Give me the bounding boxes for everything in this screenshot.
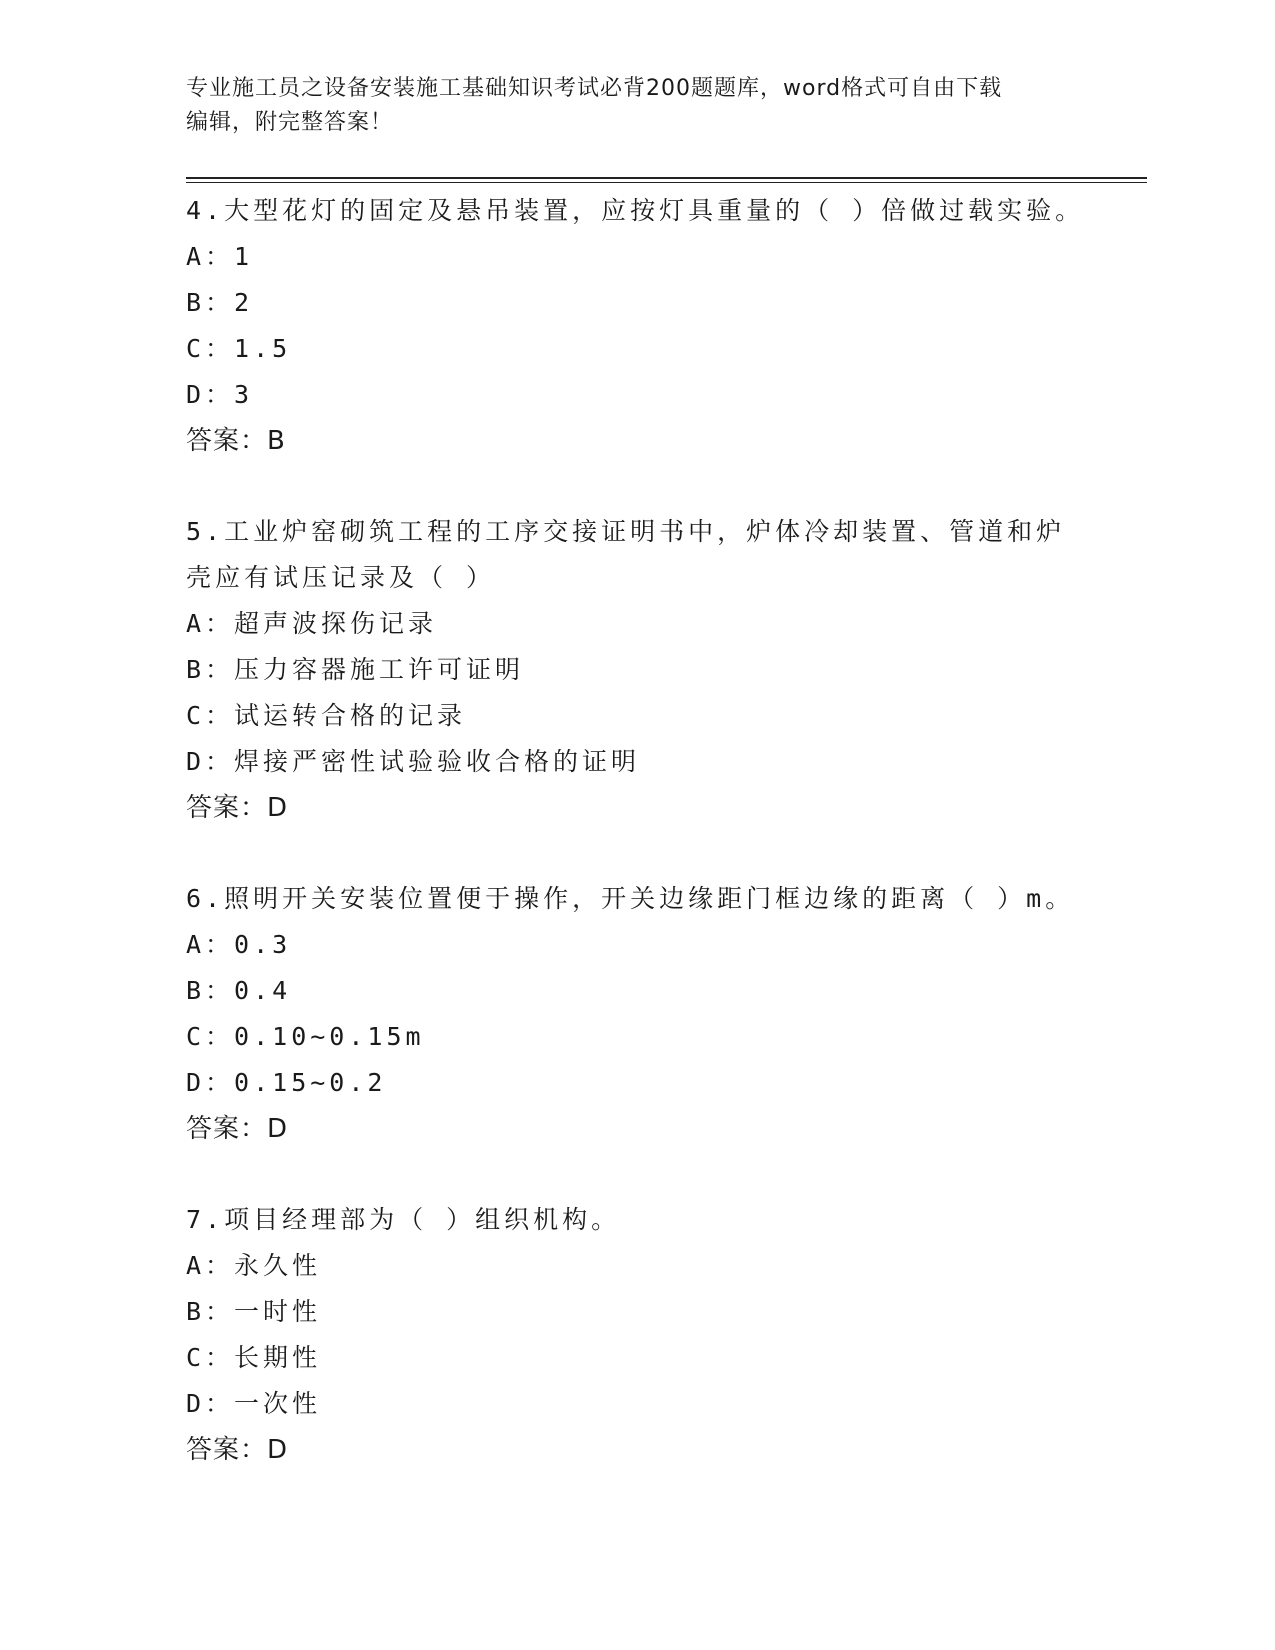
document-header	[186, 72, 1086, 140]
option-b: B：压力容器施工许可证明	[186, 655, 525, 684]
option-c: C：试运转合格的记录	[186, 701, 467, 730]
option-d: D：0.15~0.2	[186, 1068, 387, 1097]
option-c: C：0.10~0.15m	[186, 1022, 425, 1051]
option-d: D：一次性	[186, 1389, 322, 1418]
header-line-1: 专业施工员之设备安装施工基础知识考试必背200题题库，word格式可自由下载	[186, 76, 1003, 101]
question-text: 7.项目经理部为（ ）组织机构。	[186, 1205, 621, 1234]
option-b: B：一时性	[186, 1297, 322, 1326]
answer-line: 答案：D	[186, 1435, 289, 1465]
question-text-continued: 壳应有试压记录及（ ）	[186, 563, 496, 592]
option-c: C：1.5	[186, 334, 292, 363]
question-text: 4.大型花灯的固定及悬吊装置，应按灯具重量的（ ）倍做过载实验。	[186, 196, 1085, 225]
question-list	[186, 188, 1147, 1473]
option-a: A：永久性	[186, 1251, 322, 1280]
question-text: 6.照明开关安装位置便于操作，开关边缘距门框边缘的距离（ ）m。	[186, 884, 1075, 913]
question-4	[186, 188, 1147, 464]
option-d: D：焊接严密性试验验收合格的证明	[186, 747, 641, 776]
answer-line: 答案：D	[186, 1114, 289, 1144]
header-divider-thin	[186, 182, 1147, 183]
option-a: A：0.3	[186, 930, 292, 959]
option-b: B：2	[186, 288, 254, 317]
answer-line: 答案：D	[186, 793, 289, 823]
option-a: A：1	[186, 242, 254, 271]
header-divider-thick	[186, 177, 1147, 179]
option-b: B：0.4	[186, 976, 292, 1005]
option-d: D：3	[186, 380, 254, 409]
option-c: C：长期性	[186, 1343, 322, 1372]
header-line-2: 编辑，附完整答案！	[186, 110, 394, 135]
question-7	[186, 1197, 1147, 1473]
question-text: 5.工业炉窑砌筑工程的工序交接证明书中，炉体冷却装置、管道和炉	[186, 517, 1066, 546]
question-5	[186, 509, 1147, 831]
option-a: A：超声波探伤记录	[186, 609, 438, 638]
answer-line: 答案：B	[186, 426, 286, 456]
question-6	[186, 876, 1147, 1152]
